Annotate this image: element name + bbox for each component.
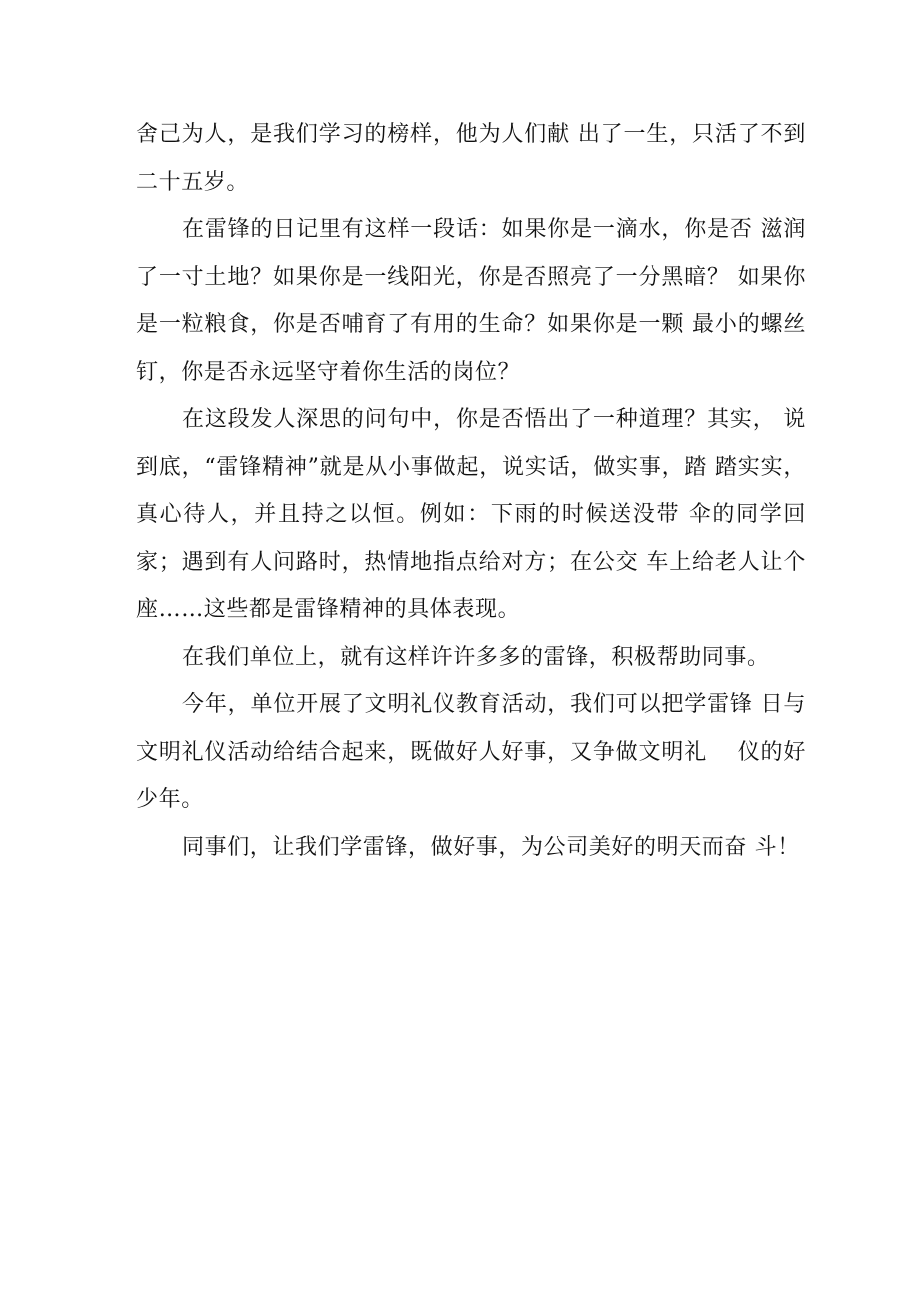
document-body xyxy=(136,111,806,871)
paragraph-4: 在我们单位上，就有这样许许多多的雷锋，积极帮助同事。 xyxy=(182,644,770,670)
paragraph-6: 同事们，让我们学雷锋，做好事，为公司美好的明天而奋 斗！ xyxy=(182,834,800,860)
paragraph-2: 在雷锋的日记里有这样一段话：如果你是一滴水，你是否 滋润了一寸土地？如果你是一线阳光，你是否照亮了一分黑暗？ 如果你是一粒粮食，你是否哺育了有用的生命？如果你是一颗 最小的螺丝钉，你是否永远坚守着你生活的岗位？ xyxy=(136,217,806,385)
paragraph-3: 在这段发人深思的问句中，你是否悟出了一种道理？其实， 说到底，“雷锋精神”就是从小事做起，说实话，做实事，踏 踏实实，真心待人，并且持之以恒。例如：下雨的时候送没带 伞的同学回家；遇到有人问路时，热情地指点给对方；在公交 车上给老人让个座……这些都是雷锋精神的具体表现。 xyxy=(136,407,806,622)
paragraph-1: 舍己为人，是我们学习的榜样，他为人们献 出了一生，只活了不到二十五岁。 xyxy=(136,122,806,195)
paragraph-5: 今年，单位开展了文明礼仪教育活动，我们可以把学雷锋 日与文明礼仪活动给结合起来，既做好人好事，又争做文明礼 仪的好少年。 xyxy=(136,692,806,812)
